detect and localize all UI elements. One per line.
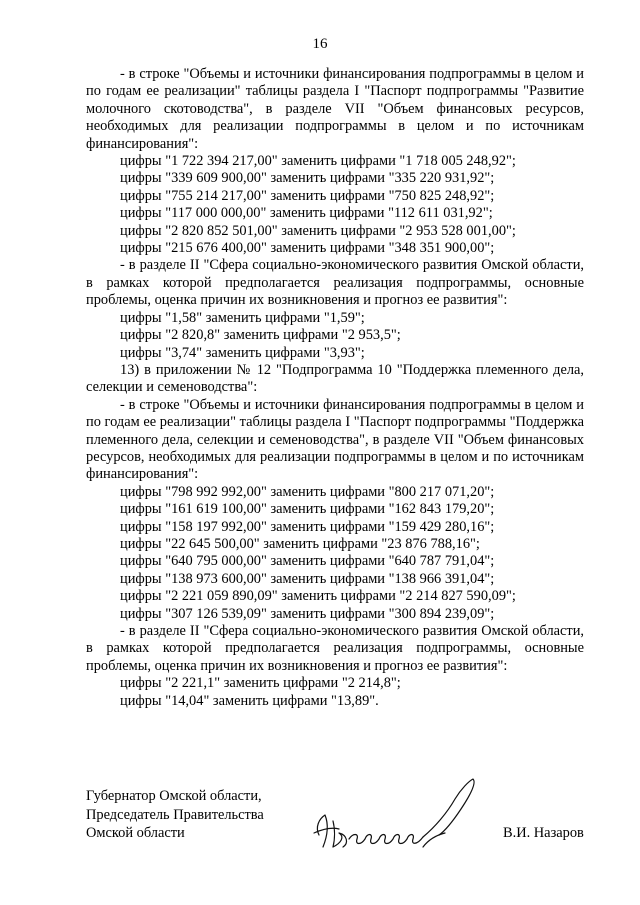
replacement-line: цифры "339 609 900,00" заменить цифрами "335 220 931,92"; <box>120 170 495 187</box>
replacement-line: цифры "215 676 400,00" заменить цифрами "348 351 900,00"; <box>120 240 495 257</box>
replacement-list-1 <box>86 153 584 257</box>
replacement-line: цифры "307 126 539,09" заменить цифрами "300 894 239,09"; <box>120 605 495 622</box>
signatory-title-line: Омской области <box>86 825 185 841</box>
signatory-name: В.И. Назаров <box>503 825 584 841</box>
replacement-line: цифры "158 197 992,00" заменить цифрами "159 429 280,16"; <box>120 518 495 535</box>
replacement-list-3 <box>86 484 584 623</box>
paragraph-subprogram-volumes: - в строке "Объемы и источники финансирования подпрограммы в целом и по годам ее реализации" таблицы раздела I "Паспорт подпрограммы "Развитие молочного скотоводства", в разделе VII "Объем финансовых ресурсов, необходимых для реализации подпрограммы в целом и по источникам финансирования": <box>86 66 584 152</box>
replacement-line: цифры "755 214 217,00" заменить цифрами "750 825 248,92"; <box>120 187 495 204</box>
replacement-list-4 <box>86 675 584 710</box>
replacement-list-2 <box>86 310 584 362</box>
replacement-line: цифры "640 795 000,00" заменить цифрами "640 787 791,04"; <box>120 553 495 570</box>
paragraph-appendix-12: 13) в приложении № 12 "Подпрограмма 10 "Поддержка племенного дела, селекции и семеноводства": <box>86 361 584 396</box>
replacement-line: цифры "2 820 852 501,00" заменить цифрами "2 953 528 001,00"; <box>120 222 516 239</box>
signatory-title-line: Председатель Правительства <box>86 806 264 823</box>
handwritten-signature <box>305 777 495 857</box>
paragraph-subprogram-volumes-2: - в строке "Объемы и источники финансирования подпрограммы в целом и по годам ее реализации" таблицы раздела I "Паспорт подпрограммы "Поддержка племенного дела, селекции и семеноводства", в разделе VII "Объем финансовых ресурсов, необходимых для реализации подпрограммы в целом и по источникам финансирования": <box>86 396 584 483</box>
replacement-line: цифры "3,74" заменить цифрами "3,93"; <box>120 344 365 361</box>
replacement-line: цифры "1 722 394 217,00" заменить цифрами "1 718 005 248,92"; <box>120 153 516 170</box>
replacement-line: цифры "2 221 059 890,09" заменить цифрами "2 214 827 590,09"; <box>120 588 516 605</box>
paragraph-section-ii: - в разделе II "Сфера социально-экономического развития Омской области, в рамках которой предполагается реализация подпрограммы, основные проблемы, оценка причин их возникновения и прогноз ее развития": <box>86 257 584 309</box>
replacement-line: цифры "161 619 100,00" заменить цифрами "162 843 179,20"; <box>120 501 495 518</box>
replacement-line: цифры "22 645 500,00" заменить цифрами "23 876 788,16"; <box>120 535 480 552</box>
document-body <box>86 66 584 710</box>
replacement-line: цифры "14,04" заменить цифрами "13,89". <box>120 692 379 709</box>
signatory-title-line: Губернатор Омской области, <box>86 788 262 804</box>
replacement-line: цифры "1,58" заменить цифрами "1,59"; <box>120 309 365 326</box>
page-number: 16 <box>312 36 328 52</box>
paragraph-section-ii-2: - в разделе II "Сфера социально-экономического развития Омской области, в рамках которой предполагается реализация подпрограммы, основные проблемы, оценка причин их возникновения и прогноз ее развития": <box>86 623 584 674</box>
replacement-line: цифры "138 973 600,00" заменить цифрами "138 966 391,04"; <box>120 570 495 587</box>
replacement-line: цифры "2 820,8" заменить цифрами "2 953,5"; <box>120 327 401 344</box>
replacement-line: цифры "117 000 000,00" заменить цифрами "112 611 031,92"; <box>120 205 493 222</box>
replacement-line: цифры "2 221,1" заменить цифрами "2 214,8"; <box>120 675 401 692</box>
replacement-line: цифры "798 992 992,00" заменить цифрами "800 217 071,20"; <box>120 483 495 500</box>
